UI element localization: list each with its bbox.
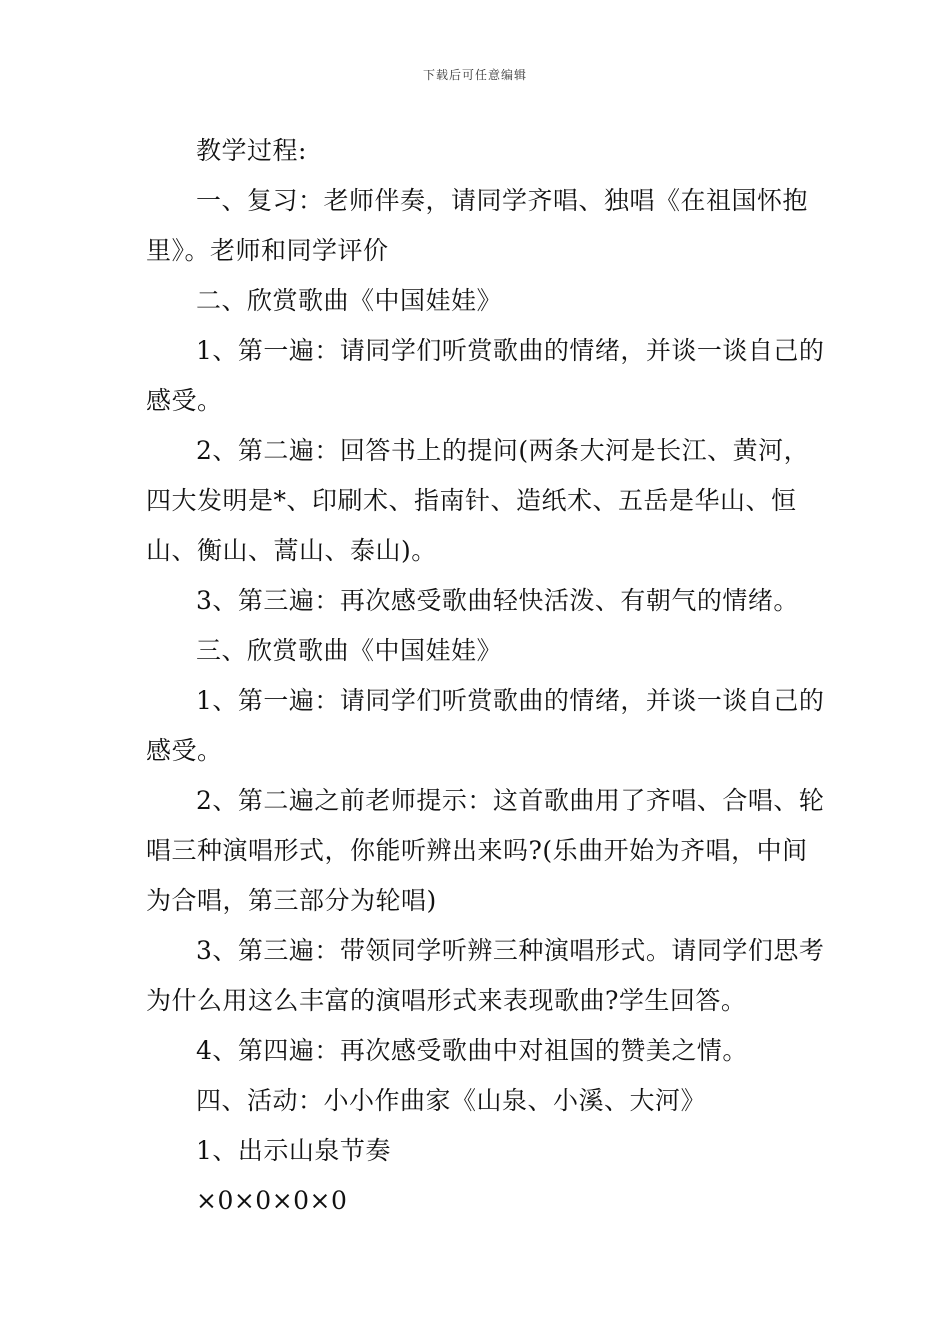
paragraph-item: 1、出示山泉节奏 [196,1136,391,1165]
paragraph-item: 3、第三遍：再次感受歌曲轻快活泼、有朝气的情绪。 [196,586,799,615]
paragraph-item: 1、第一遍：请同学们听赏歌曲的情绪，并谈一谈自己的感受。 [146,336,825,415]
document-body [146,126,826,1226]
rhythm-notation: ×0×0×0×0 [196,1186,348,1215]
paragraph-item: 2、第二遍：回答书上的提问(两条大河是长江、黄河，四大发明是*、印刷术、指南针、造纸术、五岳是华山、恒山、衡山、蒿山、泰山)。 [146,436,810,565]
paragraph-heading-process: 教学过程: [196,136,307,165]
paragraph-section-two: 二、欣赏歌曲《中国娃娃》 [196,286,503,315]
page-header: 下载后可任意编辑 [422,68,527,82]
paragraph-item: 1、第一遍：请同学们听赏歌曲的情绪，并谈一谈自己的感受。 [146,686,825,765]
paragraph-item: 2、第二遍之前老师提示：这首歌曲用了齐唱、合唱、轮唱三种演唱形式，你能听辨出来吗?(乐曲开始为齐唱，中间为合唱，第三部分为轮唱) [146,786,825,915]
paragraph-section-four: 四、活动：小小作曲家《山泉、小溪、大河》 [196,1086,707,1115]
paragraph-item: 3、第三遍：带领同学听辨三种演唱形式。请同学们思考为什么用这么丰富的演唱形式来表现歌曲?学生回答。 [146,936,825,1015]
paragraph-section-three: 三、欣赏歌曲《中国娃娃》 [196,636,503,665]
paragraph-review: 一、复习：老师伴奏，请同学齐唱、独唱《在祖国怀抱里》。老师和同学评价 [146,186,809,265]
paragraph-item: 4、第四遍：再次感受歌曲中对祖国的赞美之情。 [196,1036,748,1065]
